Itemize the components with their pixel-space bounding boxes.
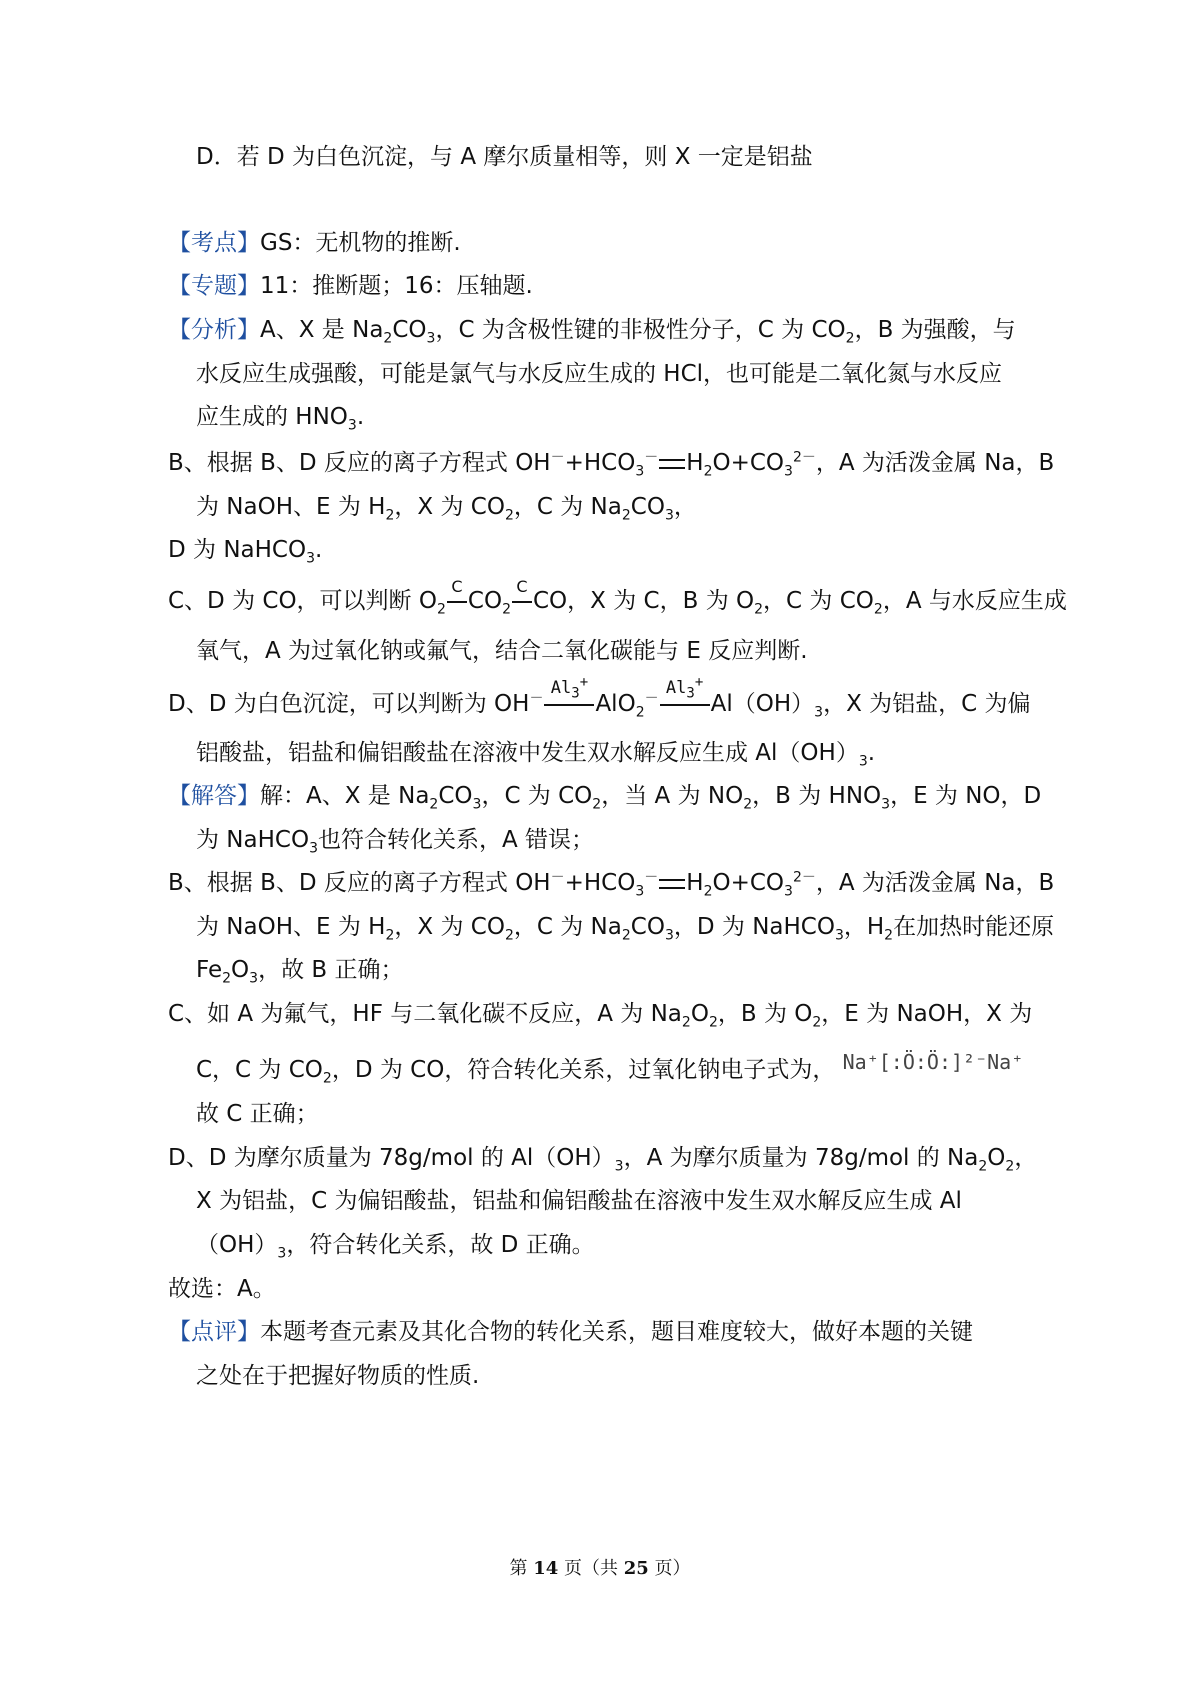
text: O [987,1145,1006,1171]
text: H [686,450,704,476]
text: A、X 是 Na [260,317,384,343]
fenxi-tag: 【分析】 [168,317,260,343]
equals-sign [659,459,685,469]
text: C、如 A 为氟气，HF 与二氧化碳不反应，A 为 Na [168,1001,682,1027]
fx-c-line-2: 氧气，A 为过氧化钠或氟气，结合二氧化碳能与 E 反应判断. [196,638,808,664]
kaodian-tag: 【考点】 [168,230,260,256]
arrow-label: $Al_3^+$ [550,674,589,702]
text: ，C 为 CO [763,588,874,614]
text: +HCO [564,450,636,476]
text: Fe [196,957,223,983]
text: ，故 B 正确； [258,957,404,983]
text: ，D 为 CO，符合转化关系，过氧化钠电子式为， [331,1057,836,1083]
fx-b-line-2: 为 NaOH、E 为 $H_2$，X 为 $CO_2$，C 为 $Na_2CO_3$， [196,494,697,524]
text: ，B 为 O [717,1001,813,1027]
jd-b-line-1: B、根据 B、D 反应的离子方程式 $OH^-+HCO_3^-$ $H_2O+CO_3^{2-}$，A 为活泼金属 Na，B [168,869,1055,900]
text: Al [665,678,687,698]
text: 在加热时能还原 [893,914,1055,940]
option-d-line: D．若 D 为白色沉淀，与 A 摩尔质量相等，则 X 一定是铝盐 [196,144,813,170]
kaodian-text: GS：无机物的推断. [260,230,461,256]
text: CO [630,494,665,520]
text: ，A 为活泼金属 Na，B [815,450,1055,476]
fx-d-line-1: D、D 为白色沉淀，可以判断为 OH－ $Al_3^+$ AlO$_2$－ $Al_3^+$ $Al(OH)_3$，X 为铝盐，C 为偏 [168,687,1031,721]
text: ， [673,494,697,520]
text: 也符合转化关系，A 错误； [318,827,595,853]
jd-d-line-2: X 为铝盐，C 为偏铝酸盐，铝盐和偏铝酸盐在溶液中发生双水解反应生成 Al [196,1188,962,1214]
text: ，H [843,914,885,940]
text: CO [630,914,665,940]
text: AlO [595,691,636,717]
text: +HCO [564,870,636,896]
text: ，C 为含极性键的非极性分子，C 为 CO [435,317,846,343]
text: 应生成的 HNO [196,404,348,430]
text: 本题考查元素及其化合物的转化关系，题目难度较大，做好本题的关键 [260,1319,973,1345]
dianping-line-2: 之处在于把握好物质的性质. [196,1363,480,1389]
fx-c-line-1: C、D 为 CO，可以判断 $O_2$ C $CO_2$ C CO，X 为 C，B 为 $O_2$，C 为 $CO_2$，A 与水反应生成 [168,584,1067,618]
text: 第 [509,1558,528,1579]
text: 为 NaHCO [196,827,310,853]
text: Al [550,678,572,698]
jd-d-line-1: D、D 为摩尔质量为 78g/mol 的 $Al(OH)_3$，A 为摩尔质量为 78g/mol 的 $Na_2O_2$， [168,1145,1038,1175]
kaodian-line [168,226,461,260]
zhuanti-line [168,269,533,303]
text: ，当 A 为 NO [601,783,744,809]
jd-c-line-2: C，C 为 $CO_2$，D 为 CO，符合转化关系，过氧化钠电子式为， Na⁺[:Ö:Ö:]²⁻Na⁺ [196,1053,1023,1087]
arrow-label: $Al_3^+$ [665,674,704,702]
jieda-tag: 【解答】 [168,783,260,809]
text: C，C 为 CO [196,1057,323,1083]
text: ，A 为摩尔质量为 78g/mol 的 Na [623,1145,979,1171]
fenxi-line-2: 水反应生成强酸，可能是氯气与水反应生成的 HCl，也可能是二氧化氮与水反应 [196,361,1003,387]
text: ，E 为 NO，D [890,783,1042,809]
reaction-arrow [543,674,595,721]
text: CO，X 为 C，B 为 O [533,588,755,614]
fenxi-line-3: 应生成的 $HNO_3$. [196,404,365,434]
text: CO [467,588,503,614]
jd-c-line-3: 故 C 正确； [196,1101,319,1127]
text: O [231,957,250,983]
text: ，E 为 NaOH，X 为 [821,1001,1033,1027]
arrow-label: C [516,577,528,596]
jieda-line-1: 【解答】解：A、X 是 $Na_2CO_3$，C 为 $CO_2$，当 A 为 $NO_2$，B 为 $HNO_3$，E 为 NO，D [168,783,1042,813]
text: O+CO [712,450,785,476]
text: 为 NaOH、E 为 H [196,914,386,940]
text: O [690,1001,709,1027]
text: 解：A、X 是 Na [260,783,430,809]
text: CO [392,317,427,343]
text: ，X 为 CO [394,494,505,520]
answer-line: 故选：A。 [168,1276,276,1302]
equals-sign [659,879,685,889]
arrow-label: C [451,577,463,596]
text: . [356,404,365,430]
text: . [867,740,876,766]
text: ，C 为 Na [513,494,622,520]
dianping-line-1 [168,1315,973,1349]
text: D、D 为摩尔质量为 78g/mol 的 Al（OH） [168,1145,615,1171]
jd-d-line-3: $(OH)_3$，符合转化关系，故 D 正确。 [196,1232,595,1262]
fenxi-line-1: 【分析】A、X 是 $Na_2CO_3$，C 为含极性键的非极性分子，C 为 $CO_2$，B 为强酸，与 [168,317,1016,347]
text: ，X 为 CO [394,914,505,940]
text: ， [1014,1145,1038,1171]
text: ，A 为活泼金属 Na，B [815,870,1055,896]
text: 页） [654,1558,691,1579]
text: H [686,870,704,896]
text: ，B 为 HNO [752,783,882,809]
text: B、根据 B、D 反应的离子方程式 OH [168,450,551,476]
text: B、根据 B、D 反应的离子方程式 OH [168,870,551,896]
text: ，A 与水反应生成 [882,588,1067,614]
text: ，D 为 NaHCO [673,914,835,940]
text: D 为 NaHCO [168,537,307,563]
fx-d-line-2: 铝酸盐，铝盐和偏铝酸盐在溶液中发生双水解反应生成 $Al(OH)_3$. [196,740,876,770]
dianping-tag: 【点评】 [168,1319,260,1345]
fx-b-line-3: D 为 NaHCO$_3$. [168,537,323,567]
page-footer [0,1554,1200,1580]
jieda-line-2: 为 NaHCO$_3$也符合转化关系，A 错误； [196,827,595,857]
text: 铝酸盐，铝盐和偏铝酸盐在溶液中发生双水解反应生成 Al（OH） [196,740,859,766]
reaction-arrow [659,674,711,721]
total-pages: 25 [623,1558,649,1579]
jd-c-line-1: C、如 A 为氟气，HF 与二氧化碳不反应，A 为 $Na_2O_2$，B 为 $O_2$，E 为 NaOH，X 为 [168,1001,1033,1031]
page-number: 14 [533,1558,559,1579]
fx-b-line-1: B、根据 B、D 反应的离子方程式 $OH^-+HCO_3^-$ $H_2O+CO_3^{2-}$，A 为活泼金属 Na，B [168,449,1055,480]
text: 页（共 [564,1558,618,1579]
text: ，X 为铝盐，C 为偏 [823,691,1031,717]
text: Al（OH） [710,691,815,717]
zhuanti-text: 11：推断题；16：压轴题. [260,273,533,299]
text: ，C 为 Na [513,914,622,940]
text: . [315,537,323,563]
text: （OH） [196,1232,278,1258]
jd-b-line-2: 为 NaOH、E 为 $H_2$，X 为 $CO_2$，C 为 $Na_2CO_3$，D 为 NaHCO$_3$，$H_2$在加热时能还原 [196,914,1055,944]
text: O+CO [712,870,785,896]
jd-b-line-3: $Fe_2O_3$，故 B 正确； [196,957,404,987]
zhuanti-tag: 【专题】 [168,273,260,299]
sodium-peroxide-lewis-structure: Na⁺[:Ö:Ö:]²⁻Na⁺ [842,1050,1024,1074]
text: C、D 为 CO，可以判断 O [168,588,437,614]
reaction-arrow [446,577,468,618]
text: CO [438,783,473,809]
text: ，B 为强酸，与 [854,317,1016,343]
text: ，C 为 CO [481,783,593,809]
text: 为 NaOH、E 为 H [196,494,386,520]
text: D、D 为白色沉淀，可以判断为 OH [168,691,530,717]
text: ，符合转化关系，故 D 正确。 [286,1232,595,1258]
reaction-arrow [511,577,533,618]
